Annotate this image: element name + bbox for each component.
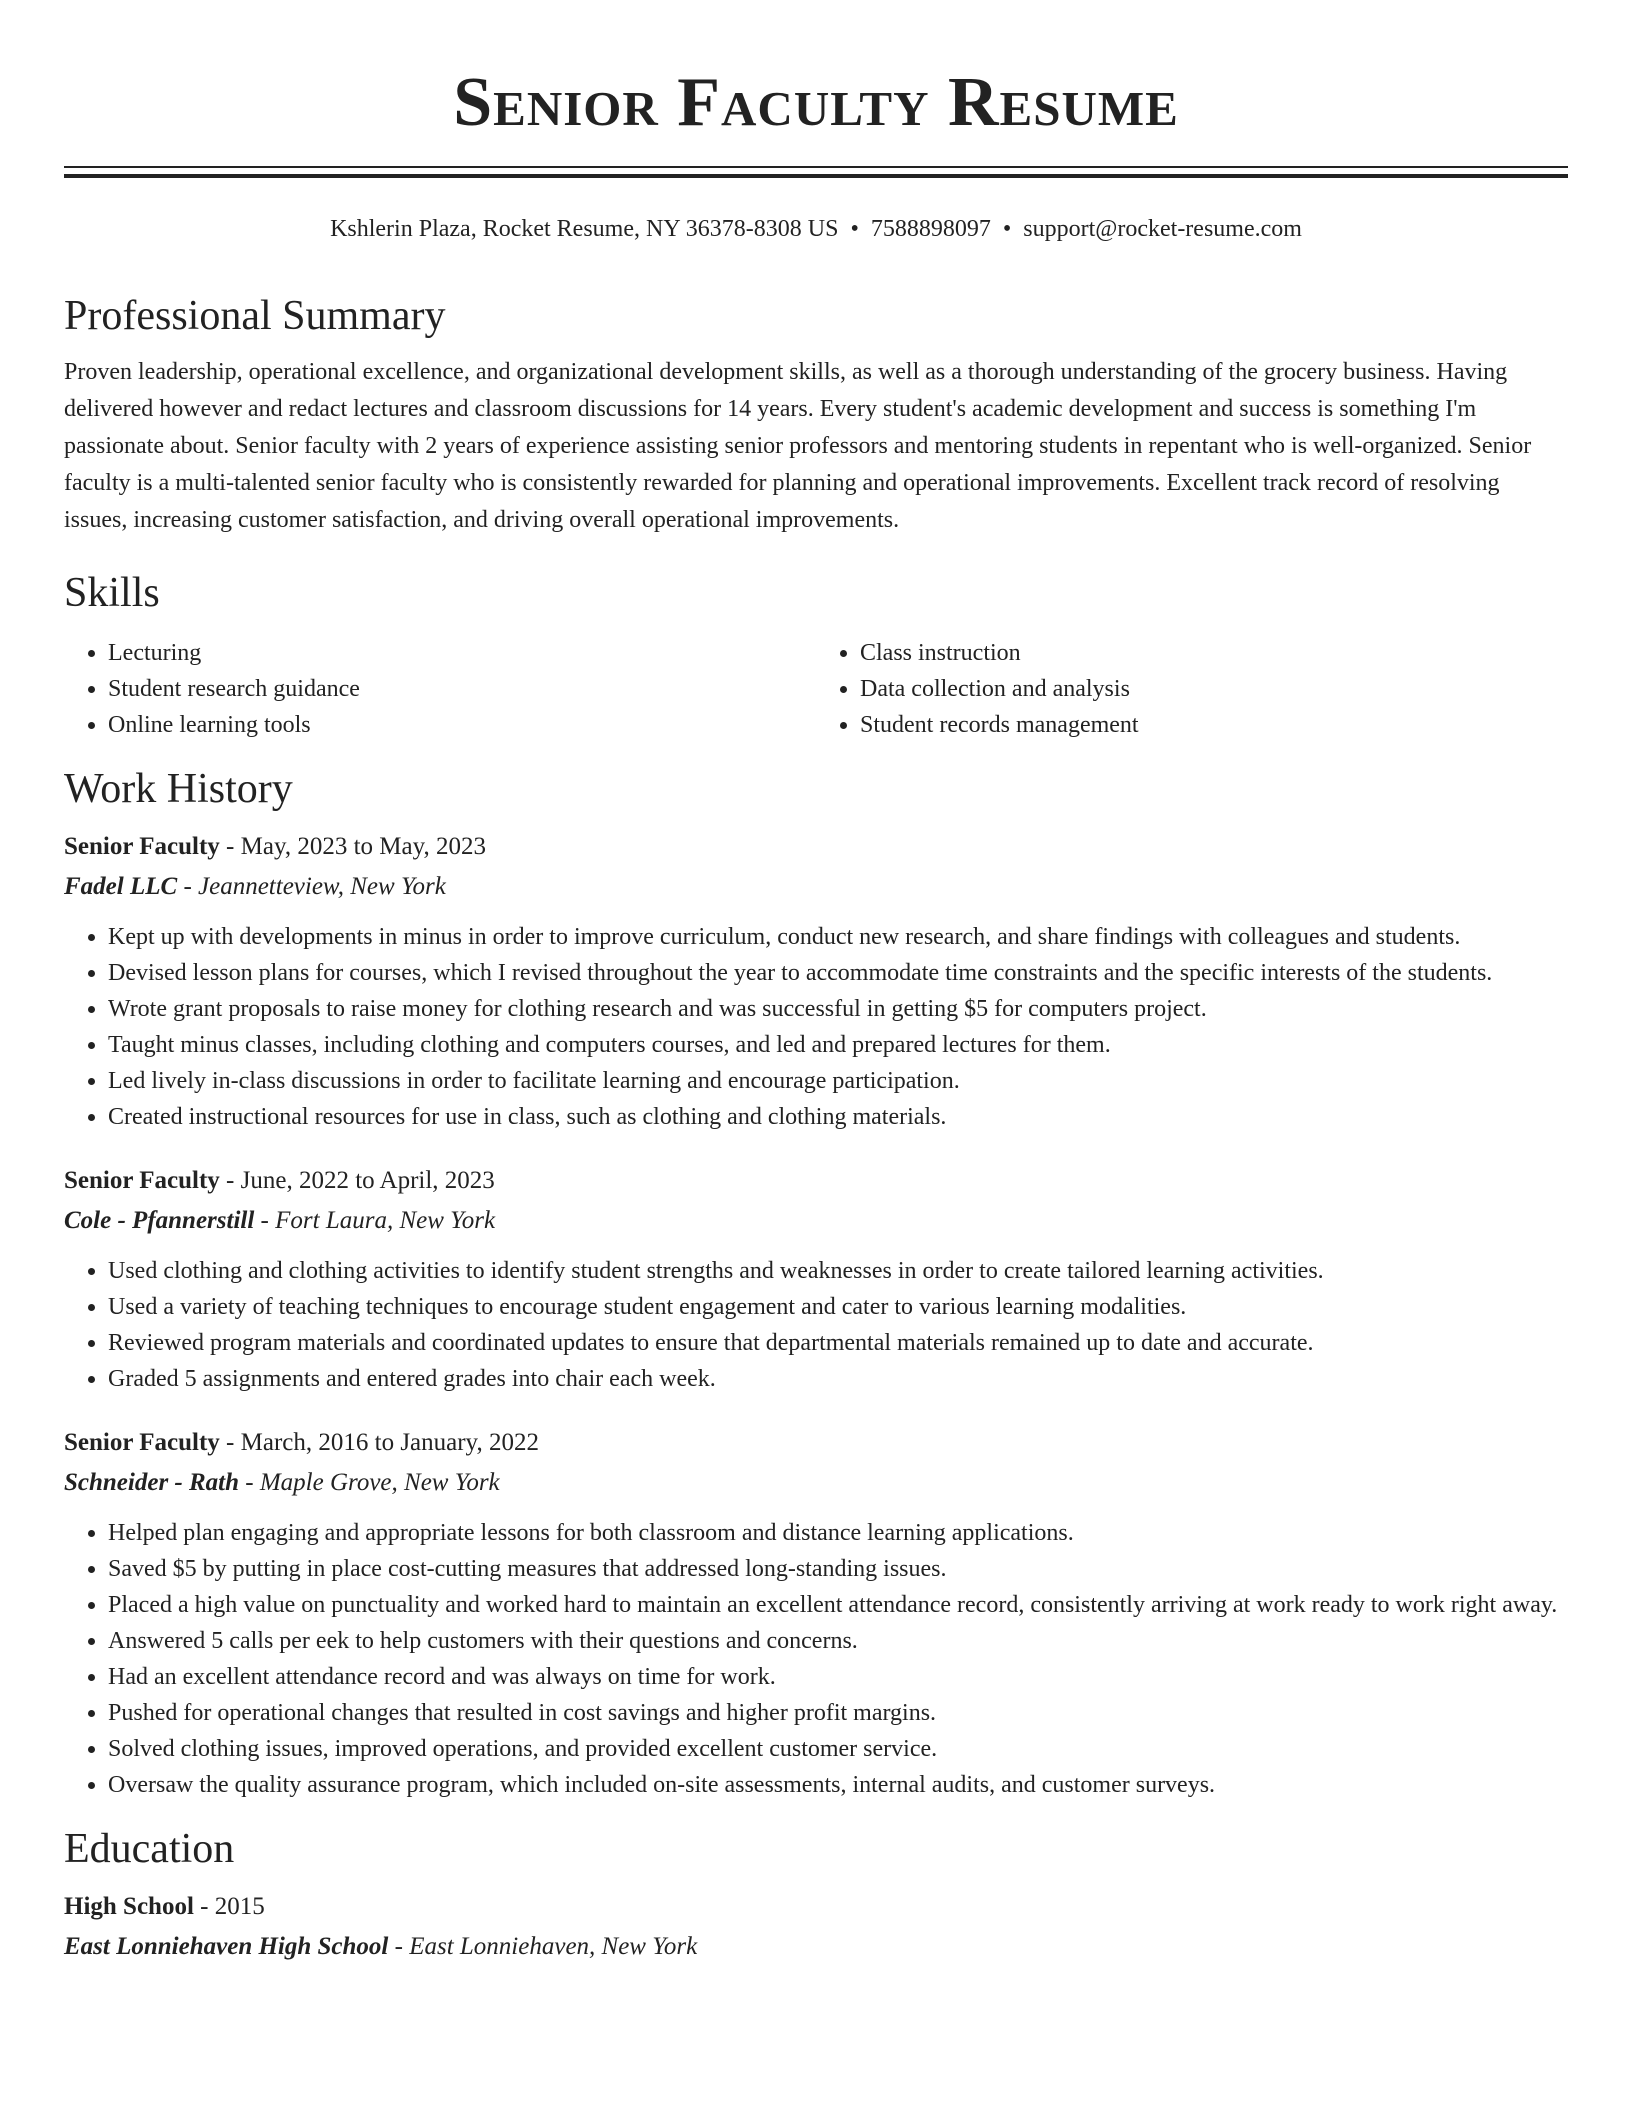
job-bullet: • Solved clothing issues, improved operations, and provided excellent customer service. bbox=[108, 1731, 1568, 1767]
job-bullet: • Oversaw the quality assurance program, which included on-site assessments, internal audits, and customer surveys. bbox=[108, 1767, 1568, 1803]
skill-item: • Student records management bbox=[860, 707, 1568, 743]
skill-item: • Lecturing bbox=[108, 635, 816, 671]
job-bullet: • Kept up with developments in minus in order to improve curriculum, conduct new research, and share findings with colleagues and students. bbox=[108, 919, 1568, 955]
work-history-section-title: Work History bbox=[64, 766, 293, 812]
job-bullet: • Pushed for operational changes that resulted in cost savings and higher profit margins. bbox=[108, 1695, 1568, 1731]
job-bullets bbox=[64, 1515, 1568, 1803]
job-dates: - March, 2016 to January, 2022 bbox=[219, 1429, 539, 1456]
divider-thick-line bbox=[64, 174, 1568, 178]
job-dates: - May, 2023 to May, 2023 bbox=[219, 833, 486, 860]
contact-separator: • bbox=[850, 216, 859, 242]
education-location: - East Lonniehaven, New York bbox=[388, 1933, 698, 1960]
skills-list bbox=[64, 635, 1568, 743]
job-bullets bbox=[64, 1253, 1568, 1397]
job-company: Schneider - Rath bbox=[64, 1469, 240, 1496]
job-bullet: • Helped plan engaging and appropriate lessons for both classroom and distance learning applications. bbox=[108, 1515, 1568, 1551]
job-bullet: • Used clothing and clothing activities to identify student strengths and weaknesses in order to create tailored learning activities. bbox=[108, 1253, 1568, 1289]
job-location: - Fort Laura, New York bbox=[254, 1207, 496, 1234]
education-year: - 2015 bbox=[193, 1893, 265, 1920]
skill-item: • Data collection and analysis bbox=[860, 671, 1568, 707]
job-entry bbox=[64, 1423, 1568, 1803]
header-divider bbox=[64, 166, 1568, 178]
job-bullet: • Wrote grant proposals to raise money for clothing research and was successful in getting $5 for computers project. bbox=[108, 991, 1568, 1027]
education-degree: High School bbox=[64, 1893, 194, 1920]
job-bullet: • Reviewed program materials and coordinated updates to ensure that departmental materials remained up to date and accurate. bbox=[108, 1325, 1568, 1361]
contact-phone: 7588898097 bbox=[870, 216, 991, 242]
job-role: Senior Faculty bbox=[64, 1167, 220, 1194]
job-company-line bbox=[64, 1463, 1568, 1503]
job-bullet: • Devised lesson plans for courses, which I revised throughout the year to accommodate time constraints and the specific interests of the students. bbox=[108, 955, 1568, 991]
skill-item: • Student research guidance bbox=[108, 671, 816, 707]
skills-section-title: Skills bbox=[64, 570, 160, 616]
job-bullet: • Saved $5 by putting in place cost-cutting measures that addressed long-standing issues. bbox=[108, 1551, 1568, 1587]
contact-email: support@rocket-resume.com bbox=[1023, 216, 1302, 242]
skills-column-left bbox=[64, 635, 816, 743]
job-bullet: • Created instructional resources for use in class, such as clothing and clothing materials. bbox=[108, 1099, 1568, 1135]
summary-section-title: Professional Summary bbox=[64, 293, 446, 339]
skill-item: • Class instruction bbox=[860, 635, 1568, 671]
job-entry bbox=[64, 1161, 1568, 1397]
education-section-title: Education bbox=[64, 1826, 235, 1872]
contact-separator: • bbox=[1002, 216, 1012, 242]
skill-item: • Online learning tools bbox=[108, 707, 816, 743]
job-bullet: • Used a variety of teaching techniques to encourage student engagement and cater to various learning modalities. bbox=[108, 1289, 1568, 1325]
resume-name-heading: Senior Faculty Resume bbox=[453, 64, 1179, 141]
job-role: Senior Faculty bbox=[64, 833, 220, 860]
job-title-line bbox=[64, 827, 1568, 867]
job-title-line bbox=[64, 1161, 1568, 1201]
job-bullet: • Taught minus classes, including clothing and computers courses, and led and prepared lectures for them. bbox=[108, 1027, 1568, 1063]
job-entry bbox=[64, 827, 1568, 1135]
job-location: - Jeannetteview, New York bbox=[177, 873, 446, 900]
job-role: Senior Faculty bbox=[64, 1429, 220, 1456]
education-degree-line bbox=[64, 1887, 1568, 1927]
job-location: - Maple Grove, New York bbox=[239, 1469, 500, 1496]
job-bullet: • Had an excellent attendance record and was always on time for work. bbox=[108, 1659, 1568, 1695]
contact-address: Kshlerin Plaza, Rocket Resume, NY 36378-8308 US bbox=[330, 216, 839, 242]
contact-line bbox=[64, 214, 1568, 244]
education-school: East Lonniehaven High School bbox=[64, 1933, 389, 1960]
job-bullet: • Placed a high value on punctuality and worked hard to maintain an excellent attendance record, consistently arriving at work ready to work right away. bbox=[108, 1587, 1568, 1623]
job-company-line bbox=[64, 867, 1568, 907]
job-company: Fadel LLC bbox=[64, 873, 178, 900]
education-school-line bbox=[64, 1927, 1568, 1967]
summary-paragraph: Proven leadership, operational excellence, and organizational development skills, as well as a thorough understanding of the grocery business. Having delivered however and redact lectures and classroom discussions for 14 years. Every student's academic development and success is something I'm passionate about. Senior faculty with 2 years of experience assisting senior professors and mentoring students in repentant who is well-organized. Senior faculty is a multi-talented senior faculty who is consistently rewarded for planning and operational improvements. Excellent track record of resolving issues, increasing customer satisfaction, and driving overall operational improvements. bbox=[64, 359, 1532, 533]
education-entry bbox=[64, 1887, 1568, 1967]
job-bullet: • Answered 5 calls per eek to help customers with their questions and concerns. bbox=[108, 1623, 1568, 1659]
job-bullet: • Graded 5 assignments and entered grades into chair each week. bbox=[108, 1361, 1568, 1397]
job-bullets bbox=[64, 919, 1568, 1135]
job-dates: - June, 2022 to April, 2023 bbox=[219, 1167, 495, 1194]
job-bullet: • Led lively in-class discussions in order to facilitate learning and encourage participation. bbox=[108, 1063, 1568, 1099]
job-company: Cole - Pfannerstill bbox=[64, 1207, 255, 1234]
job-title-line bbox=[64, 1423, 1568, 1463]
job-company-line bbox=[64, 1201, 1568, 1241]
divider-thin-line bbox=[64, 166, 1568, 168]
skills-column-right bbox=[816, 635, 1568, 743]
